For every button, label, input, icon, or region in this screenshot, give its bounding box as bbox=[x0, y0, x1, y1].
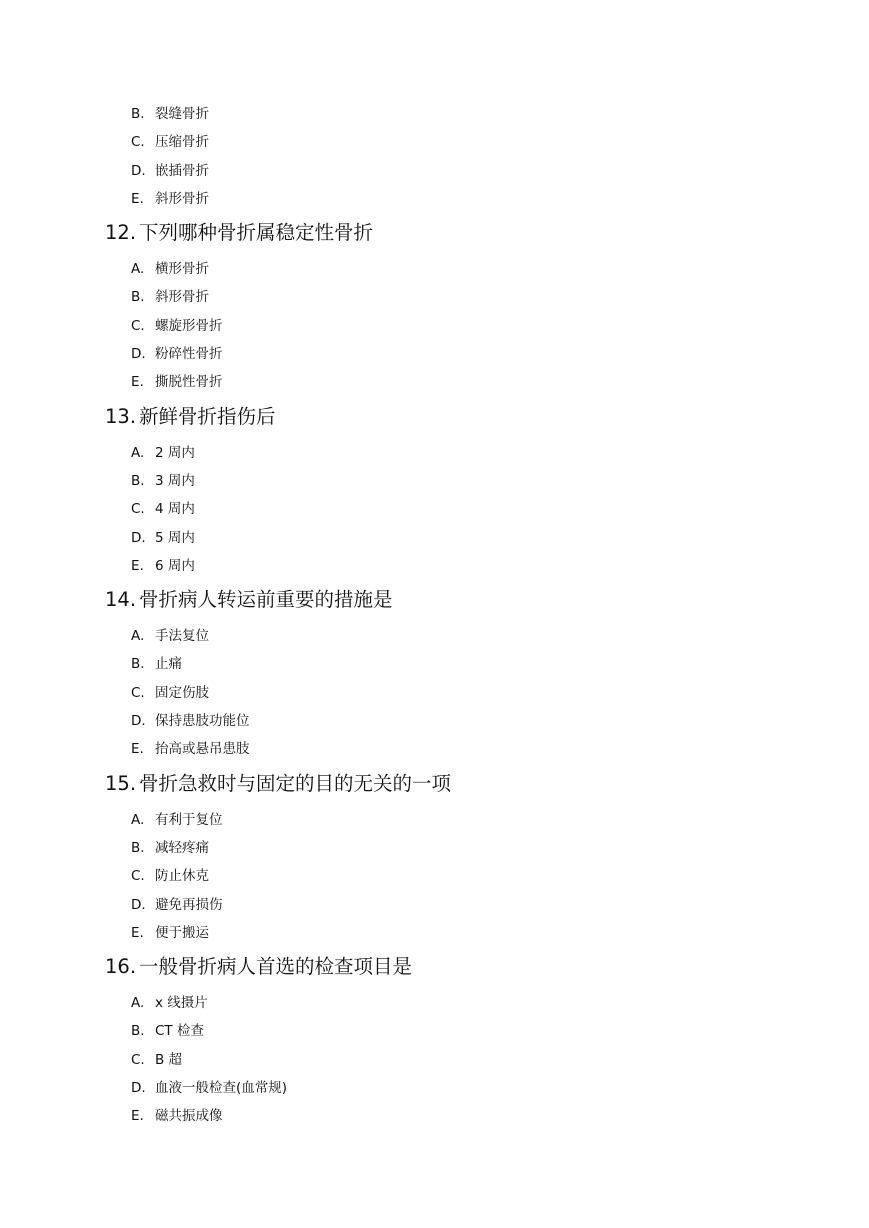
option-text: 嵌插骨折 bbox=[155, 162, 209, 179]
option-text: 有利于复位 bbox=[155, 811, 223, 828]
option-letter: D. bbox=[131, 529, 146, 546]
option-e bbox=[105, 735, 805, 763]
option-letter: E. bbox=[131, 741, 144, 758]
option-b bbox=[105, 834, 805, 862]
option-letter: D. bbox=[131, 346, 146, 363]
option-letter: E. bbox=[131, 374, 144, 391]
option-letter: E. bbox=[131, 1108, 144, 1125]
option-text: 粉碎性骨折 bbox=[155, 346, 223, 363]
option-letter: C. bbox=[131, 1051, 145, 1068]
option-text: B 超 bbox=[155, 1051, 183, 1068]
question-number: 14. bbox=[105, 588, 137, 612]
option-letter: D. bbox=[131, 713, 146, 730]
option-a bbox=[105, 806, 805, 834]
option-letter: B. bbox=[131, 289, 145, 306]
option-letter: D. bbox=[131, 896, 146, 913]
option-text: 防止休克 bbox=[155, 868, 209, 885]
option-c bbox=[105, 495, 805, 523]
option-letter: D. bbox=[131, 1080, 146, 1097]
question-text: 新鲜骨折指伤后 bbox=[139, 404, 276, 428]
question-text: 骨折病人转运前重要的措施是 bbox=[139, 588, 393, 612]
option-d bbox=[105, 1074, 805, 1102]
question-text: 一般骨折病人首选的检查项目是 bbox=[139, 955, 413, 979]
option-text: 4 周内 bbox=[155, 501, 195, 518]
option-e bbox=[105, 368, 805, 396]
question-number: 12. bbox=[105, 221, 137, 245]
option-text: 斜形骨折 bbox=[155, 190, 209, 207]
option-text: 3 周内 bbox=[155, 472, 195, 489]
option-letter: A. bbox=[131, 811, 145, 828]
option-d bbox=[105, 707, 805, 735]
option-text: 磁共振成像 bbox=[155, 1108, 223, 1125]
question-number: 15. bbox=[105, 771, 137, 795]
option-c bbox=[105, 312, 805, 340]
option-letter: B. bbox=[131, 839, 145, 856]
question-heading bbox=[105, 580, 805, 620]
option-letter: D. bbox=[131, 162, 146, 179]
option-b bbox=[105, 283, 805, 311]
option-a bbox=[105, 439, 805, 467]
option-text: 压缩骨折 bbox=[155, 134, 209, 151]
option-e bbox=[105, 552, 805, 580]
question-heading bbox=[105, 213, 805, 253]
option-d bbox=[105, 157, 805, 185]
question-number: 13. bbox=[105, 404, 137, 428]
question-heading bbox=[105, 764, 805, 804]
option-letter: C. bbox=[131, 501, 145, 518]
option-c bbox=[105, 1046, 805, 1074]
option-text: 止痛 bbox=[155, 656, 182, 673]
option-text: CT 检查 bbox=[155, 1023, 204, 1040]
option-b bbox=[105, 467, 805, 495]
option-text: 5 周内 bbox=[155, 529, 195, 546]
option-letter: A. bbox=[131, 444, 145, 461]
quiz-content bbox=[105, 100, 805, 1131]
option-text: 螺旋形骨折 bbox=[155, 317, 223, 334]
option-d bbox=[105, 340, 805, 368]
option-a bbox=[105, 989, 805, 1017]
option-letter: C. bbox=[131, 134, 145, 151]
option-text: 便于搬运 bbox=[155, 924, 209, 941]
option-text: 血液一般检查(血常规) bbox=[155, 1080, 288, 1097]
option-letter: A. bbox=[131, 628, 145, 645]
option-text: 抬高或悬吊患肢 bbox=[155, 741, 250, 758]
option-letter: C. bbox=[131, 868, 145, 885]
option-text: 避免再损伤 bbox=[155, 896, 223, 913]
option-letter: C. bbox=[131, 317, 145, 334]
option-c bbox=[105, 679, 805, 707]
option-letter: C. bbox=[131, 684, 145, 701]
option-d bbox=[105, 524, 805, 552]
option-c bbox=[105, 128, 805, 156]
option-text: 减轻疼痛 bbox=[155, 839, 209, 856]
option-d bbox=[105, 891, 805, 919]
option-letter: B. bbox=[131, 1023, 145, 1040]
option-text: 斜形骨折 bbox=[155, 289, 209, 306]
question-number: 16. bbox=[105, 955, 137, 979]
option-letter: B. bbox=[131, 472, 145, 489]
option-text: 固定伤肢 bbox=[155, 684, 209, 701]
option-text: 手法复位 bbox=[155, 628, 209, 645]
question-heading bbox=[105, 947, 805, 987]
option-text: 2 周内 bbox=[155, 444, 195, 461]
option-e bbox=[105, 1102, 805, 1130]
option-text: 撕脱性骨折 bbox=[155, 374, 223, 391]
question-heading bbox=[105, 397, 805, 437]
option-letter: B. bbox=[131, 106, 145, 122]
option-letter: E. bbox=[131, 557, 144, 574]
option-letter: A. bbox=[131, 995, 145, 1012]
option-a bbox=[105, 255, 805, 283]
option-b bbox=[105, 650, 805, 678]
option-text: x 线摄片 bbox=[155, 995, 208, 1012]
option-text: 横形骨折 bbox=[155, 261, 209, 278]
option-letter: B. bbox=[131, 656, 145, 673]
option-letter: A. bbox=[131, 261, 145, 278]
option-e bbox=[105, 919, 805, 947]
option-c bbox=[105, 862, 805, 890]
option-a bbox=[105, 622, 805, 650]
option-text: 6 周内 bbox=[155, 557, 195, 574]
option-text: 保持患肢功能位 bbox=[155, 713, 250, 730]
question-text: 骨折急救时与固定的目的无关的一项 bbox=[139, 771, 452, 795]
option-letter: E. bbox=[131, 924, 144, 941]
option-letter: E. bbox=[131, 190, 144, 207]
question-text: 下列哪种骨折属稳定性骨折 bbox=[139, 221, 374, 245]
option-text: 裂缝骨折 bbox=[155, 106, 209, 122]
option-b bbox=[105, 100, 805, 128]
option-e bbox=[105, 185, 805, 213]
option-b bbox=[105, 1017, 805, 1045]
